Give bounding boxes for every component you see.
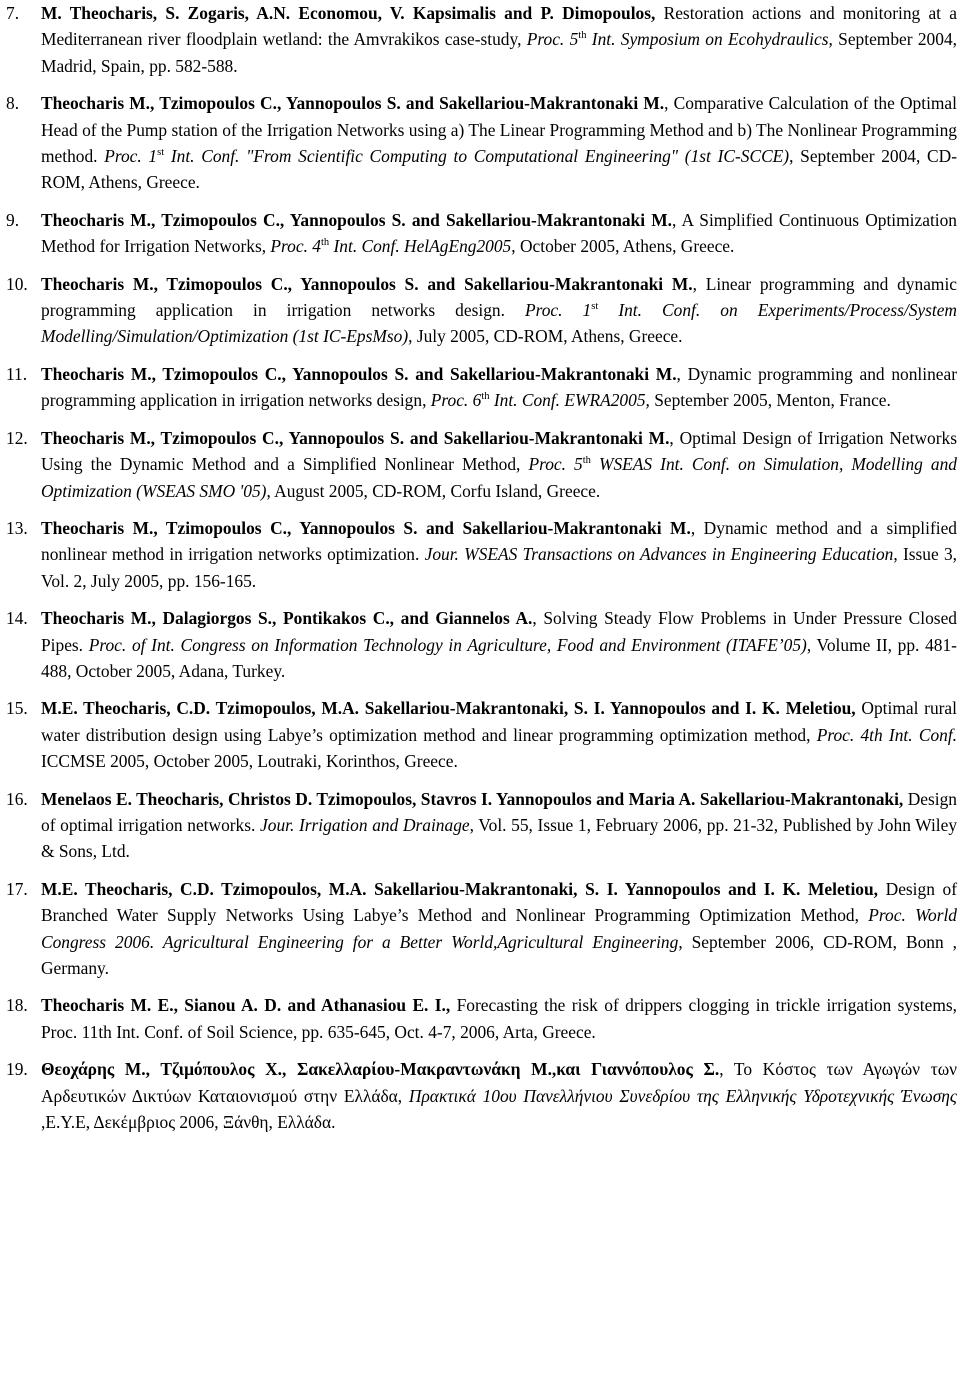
reference-item [0, 515, 960, 594]
reference-detail: Design of optimal irrigation networks. [41, 788, 957, 835]
reference-number: 18. [6, 995, 28, 1016]
reference-authors: Theocharis M., Tzimopoulos C., Yannopoulos S. and Sakellariou-Makrantonaki M. [41, 209, 672, 230]
reference-venue: Proc. 4 [270, 236, 321, 257]
reference-detail: , Comparative Calculation of the Optimal Head of the Pump station of the Irrigation Networks using a) The Linear Programming Method and b) The Nonlinear Programming method. [41, 93, 957, 167]
reference-detail: , September 2004, CD-ROM, Athens, Greece. [41, 146, 958, 193]
reference-authors: Theocharis M. E., Sianou A. D. and Athanasiou E. I., [41, 995, 451, 1016]
reference-authors: M. Theocharis, S. Zogaris, A.N. Economou, V. Kapsimalis and P. Dimopoulos, [41, 3, 656, 23]
reference-item [0, 271, 960, 350]
reference-item [0, 695, 960, 774]
reference-text [41, 1056, 957, 1135]
reference-number: 16. [6, 788, 28, 809]
reference-venue: Proc. World Congress 2006. Agricultural Engineering for a Better World,Agricultural Engineering [41, 905, 957, 952]
reference-detail: , Vol. 55, Issue 1, February 2006, pp. 21-32, Published by John Wiley & Sons, Ltd. [41, 814, 958, 862]
reference-detail: Forecasting the risk of drippers clogging in trickle irrigation systems, Proc. 11th Int. Conf. of Soil Science, pp. 635-645, Oct. 4-7, 2006, Arta, Greece. [41, 995, 957, 1042]
reference-item [0, 0, 960, 79]
reference-authors: Theocharis M., Tzimopoulos C., Yannopoulos S. and Sakellariou-Makrantonaki M. [41, 427, 670, 448]
reference-venue: Int. Symposium on Ecohydraulics, [586, 29, 833, 50]
reference-number: 14. [6, 608, 28, 629]
reference-venue: Proc. 6 [430, 390, 482, 411]
reference-venue: Proc. 1 [104, 146, 158, 167]
reference-venue: Proc. 5 [528, 454, 583, 475]
reference-venue: Proc. 4th Int. Conf. [816, 724, 958, 745]
reference-detail: Optimal rural water distribution design using Labye’s optimization method and linear programming optimization method, [41, 698, 957, 745]
reference-detail: , October 2005, Athens, Greece. [511, 236, 735, 257]
reference-text [41, 0, 957, 79]
reference-text [41, 361, 957, 414]
reference-detail: Restoration actions and monitoring at a Mediterranean river floodplain wetland: the Amvrakikos case-study, [41, 3, 957, 50]
reference-number: 13. [6, 517, 28, 538]
reference-number: 9. [6, 209, 20, 230]
reference-item [0, 425, 960, 504]
reference-venue: Int. Conf. HelAgEng2005 [329, 236, 512, 257]
reference-authors: M.E. Theocharis, C.D. Tzimopoulos, M.A. Sakellariou-Makrantonaki, S. I. Yannopoulos and I. K. Meletiou, [41, 698, 856, 719]
reference-detail: Design of Branched Water Supply Networks Using Labye’s Method and Nonlinear Programming Optimization Method, [41, 878, 957, 926]
reference-authors: Theocharis M., Dalagiorgos S., Pontikakos C., and Giannelos A. [41, 608, 533, 629]
reference-detail: , Optimal Design of Irrigation Networks Using the Dynamic Method and a Simplified Nonlinear Method, [41, 427, 957, 475]
reference-authors: Theocharis M., Tzimopoulos C., Yannopoulos S. and Sakellariou-Makrantonaki M. [41, 273, 693, 294]
superscript-text: th [481, 391, 490, 403]
reference-text [41, 515, 957, 594]
reference-text [41, 90, 957, 196]
reference-detail: , Volume II, pp. 481-488, October 2005, Adana, Turkey. [41, 634, 957, 681]
reference-detail: , Dynamic programming and nonlinear programming application in irrigation networks design, [41, 363, 957, 411]
superscript-text: st [591, 301, 599, 313]
reference-detail: , Solving Steady Flow Problems in Under Pressure Closed Pipes. [41, 608, 957, 655]
reference-authors: Theocharis M., Tzimopoulos C., Yannopoulos S. and Sakellariou-Makrantonaki M. [41, 93, 665, 114]
reference-text [41, 425, 957, 504]
reference-text [41, 207, 957, 260]
reference-text [41, 695, 957, 774]
reference-detail: , July 2005, CD-ROM, Athens, Greece. [408, 326, 683, 347]
reference-detail: , Issue 3, Vol. 2, July 2005, pp. 156-165. [41, 544, 957, 591]
reference-item [0, 1056, 960, 1135]
reference-number: 7. [6, 3, 20, 23]
reference-item [0, 876, 960, 982]
reference-number: 17. [6, 878, 28, 899]
reference-venue: Int. Conf. "From Scientific Computing to Computational Engineering" (1st IC-SCCE) [164, 146, 790, 167]
reference-item [0, 361, 960, 414]
reference-authors: M.E. Theocharis, C.D. Tzimopoulos, M.A. Sakellariou-Makrantonaki, S. I. Yannopoulos and I. K. Meletiou, [41, 878, 879, 899]
reference-detail: , A Simplified Continuous Optimization Method for Irrigation Networks, [41, 209, 957, 257]
reference-venue: Int. Conf. on Experiments/Process/System Modelling/Simulation/Optimization (1st IC-EpsMso) [41, 300, 957, 347]
reference-detail: , September 2006, CD-ROM, Bonn , Germany. [41, 931, 957, 978]
reference-authors: Theocharis M., Tzimopoulos C., Yannopoulos S. and Sakellariou-Makrantonaki M. [41, 517, 691, 538]
reference-number: 11. [6, 363, 28, 384]
reference-item [0, 786, 960, 865]
reference-number: 19. [6, 1059, 28, 1080]
reference-detail: ICCMSE 2005, October 2005, Loutraki, Korinthos, Greece. [41, 751, 458, 772]
reference-number: 8. [6, 93, 20, 114]
reference-detail: September 2004, Madrid, Spain, pp. 582-588. [41, 29, 957, 76]
reference-number: 15. [6, 698, 28, 719]
reference-detail: September 2005, Menton, France. [649, 390, 891, 411]
reference-number: 12. [6, 427, 28, 448]
reference-detail: , Linear programming and dynamic programming application in irrigation networks design. [41, 273, 957, 321]
superscript-text: th [578, 30, 587, 42]
reference-number: 10. [6, 273, 28, 294]
reference-venue: Jour. Irrigation and Drainage [260, 814, 470, 835]
reference-authors: Theocharis M., Tzimopoulos C., Yannopoulos S. and Sakellariou-Makrantonaki M. [41, 363, 677, 384]
superscript-text: th [320, 237, 330, 249]
reference-text [41, 271, 957, 350]
reference-venue: Proc. of Int. Congress on Information Technology in Agriculture, Food and Environment (ITAFE’05) [88, 634, 807, 655]
reference-text [41, 876, 957, 982]
reference-venue: WSEAS Int. Conf. on Simulation, Modelling and Optimization (WSEAS SMO '05) [41, 454, 958, 501]
reference-venue: Int. Conf. EWRA2005, [489, 390, 650, 411]
superscript-text: th [582, 455, 591, 467]
reference-detail: ,Ε.Υ.Ε, Δεκέμβριος 2006, Ξάνθη, Ελλάδα. [41, 1112, 336, 1133]
reference-item [0, 605, 960, 684]
reference-item [0, 207, 960, 260]
reference-authors: Menelaos E. Theocharis, Christos D. Tzimopoulos, Stavros I. Yannopoulos and Maria A. Sakellariou-Makrantonaki, [41, 788, 904, 809]
reference-text [41, 786, 957, 865]
reference-detail: , August 2005, CD-ROM, Corfu Island, Greece. [266, 480, 601, 501]
reference-item [0, 90, 960, 196]
reference-detail: , Το Κόστος των Αγωγών των Αρδευτικών Δικτύων Καταιονισμού στην Ελλάδα, [41, 1059, 957, 1106]
reference-item [0, 992, 960, 1045]
reference-venue: Πρακτικά 10ου Πανελλήνιου Συνεδρίου της Ελληνικής Υδροτεχνικής Ένωσης [408, 1085, 957, 1106]
reference-text [41, 992, 957, 1045]
reference-venue: Jour. WSEAS Transactions on Advances in Engineering Education [424, 544, 894, 565]
reference-text [41, 605, 957, 684]
reference-venue: Proc. 1 [524, 300, 592, 321]
reference-detail: , Dynamic method and a simplified nonlinear method in irrigation networks optimization. [41, 517, 957, 565]
reference-venue: Proc. 5 [526, 29, 579, 50]
superscript-text: st [157, 147, 165, 159]
reference-authors: Θεοχάρης Μ., Τζιμόπουλος Χ., Σακελλαρίου-Μακραντωνάκη Μ.,και Γιαννόπουλος Σ. [41, 1059, 720, 1080]
